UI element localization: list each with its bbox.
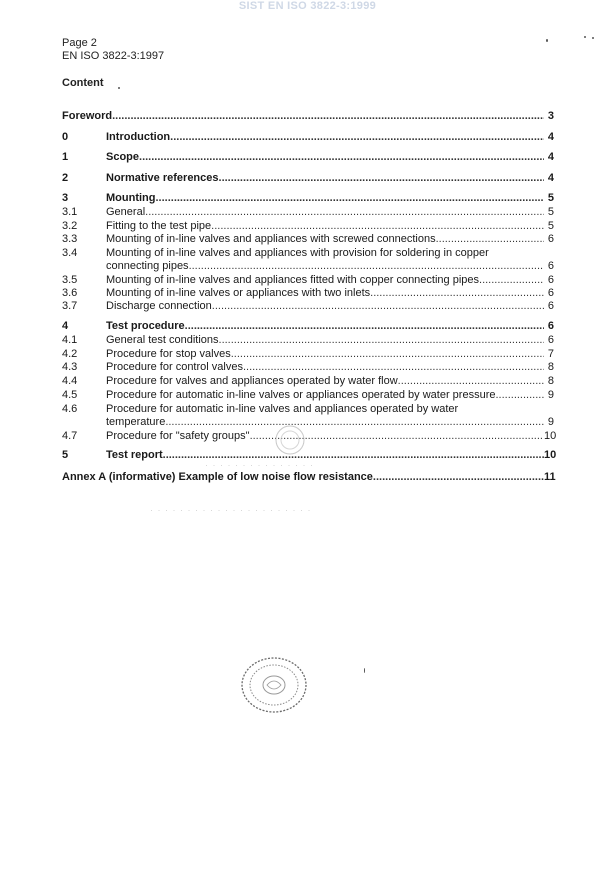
toc-dot-leader <box>112 110 544 123</box>
toc-entry-title: Introduction <box>106 131 171 143</box>
toc-entry-number: 3.6 <box>62 287 78 299</box>
toc-page-number: 9 <box>547 389 554 401</box>
toc-dot-leader <box>212 300 544 313</box>
toc-entry-number: 3.3 <box>62 233 78 245</box>
toc-entry-title: Procedure for stop valves <box>106 348 231 360</box>
scan-speck <box>592 37 594 39</box>
toc-entry-title: Discharge connection <box>106 300 212 312</box>
toc-page-number: 10 <box>544 430 557 442</box>
toc-dot-leader <box>170 131 544 144</box>
toc-page-number: 6 <box>547 260 554 272</box>
toc-dot-leader <box>189 260 544 273</box>
toc-page-number: 5 <box>547 206 554 218</box>
toc-entry-number: 3.1 <box>62 206 78 218</box>
standard-reference: EN ISO 3822-3:1997 <box>62 50 165 62</box>
toc-dot-leader <box>398 375 544 388</box>
scan-speck <box>118 87 120 89</box>
faint-stamp-text: · · · · · · · · · · · · · · · · · · · · · · <box>150 505 312 515</box>
toc-page-number: 5 <box>547 192 554 204</box>
toc-dot-leader <box>479 274 544 287</box>
toc-entry-number: 5 <box>62 449 69 461</box>
toc-entry-title: Foreword <box>62 110 113 122</box>
toc-entry-number: 4.7 <box>62 430 78 442</box>
toc-entry-title: General <box>106 206 146 218</box>
toc-entry-title: Scope <box>106 151 140 163</box>
toc-entry-title: Mounting of in-line valves and appliances with provision for soldering in copper <box>106 247 489 259</box>
toc-entry-number: 1 <box>62 151 69 163</box>
toc-entry-number: 3.5 <box>62 274 78 286</box>
toc-entry-title: Annex A (informative) Example of low noise flow resistance <box>62 471 373 483</box>
toc-entry-number: 3.7 <box>62 300 78 312</box>
official-seal-icon <box>239 655 309 715</box>
toc-page-number: 8 <box>547 375 554 387</box>
toc-page-number: 3 <box>547 110 554 122</box>
toc-page-number: 5 <box>547 220 554 232</box>
toc-entry-number: 3 <box>62 192 69 204</box>
toc-page-number: 4 <box>547 151 554 163</box>
toc-entry-number: 2 <box>62 172 69 184</box>
faint-seal-icon <box>274 424 306 456</box>
toc-entry-title: Procedure for automatic in-line valves or appliances operated by water pressure <box>106 389 496 401</box>
toc-dot-leader <box>165 416 544 429</box>
toc-entry-number: 4.1 <box>62 334 78 346</box>
toc-page-number: 6 <box>547 334 554 346</box>
toc-entry-number: 4 <box>62 320 69 332</box>
toc-entry-title: Normative references <box>106 172 219 184</box>
toc-dot-leader <box>436 233 544 246</box>
toc-entry-number: 4.4 <box>62 375 78 387</box>
toc-entry-number: 0 <box>62 131 69 143</box>
toc-entry-title-continued: temperature <box>106 416 166 428</box>
toc-dot-leader <box>219 334 544 347</box>
toc-dot-leader <box>155 192 544 205</box>
content-heading: Content <box>62 77 104 89</box>
toc-page-number: 6 <box>547 320 554 332</box>
toc-page-number: 11 <box>544 471 556 483</box>
toc-entry-number: 4.2 <box>62 348 78 360</box>
toc-dot-leader <box>145 206 544 219</box>
scan-speck <box>584 36 586 38</box>
toc-dot-leader <box>243 361 544 374</box>
faint-stamp-text: · · · · · · · · · · · · · · · <box>205 460 314 470</box>
watermark: SIST EN ISO 3822-3:1999 <box>238 0 377 12</box>
toc-dot-leader <box>185 320 544 333</box>
toc-dot-leader <box>495 389 544 402</box>
toc-dot-leader <box>231 348 544 361</box>
toc-dot-leader <box>139 151 544 164</box>
toc-dot-leader <box>219 172 544 185</box>
toc-entry-title: Fitting to the test pipe <box>106 220 212 232</box>
toc-entry-title: Mounting of in-line valves and appliances fitted with copper connecting pipes <box>106 274 480 286</box>
scan-speck <box>546 39 548 42</box>
page-number: Page 2 <box>62 37 97 49</box>
toc-page-number: 4 <box>547 172 554 184</box>
toc-entry-title: Procedure for control valves <box>106 361 243 373</box>
toc-dot-leader <box>370 287 544 300</box>
toc-entry-title: Test procedure <box>106 320 185 332</box>
toc-entry-title: Procedure for valves and appliances operated by water flow <box>106 375 398 387</box>
toc-page-number: 8 <box>547 361 554 373</box>
toc-page-number: 6 <box>547 233 554 245</box>
toc-entry-title: General test conditions <box>106 334 219 346</box>
scan-speck <box>364 668 365 673</box>
toc-entry-title: Mounting <box>106 192 156 204</box>
toc-page-number: 10 <box>544 449 557 461</box>
toc-entry-number: 4.3 <box>62 361 78 373</box>
toc-entry-title-continued: connecting pipes <box>106 260 189 272</box>
toc-page-number: 4 <box>547 131 554 143</box>
toc-entry-number: 4.5 <box>62 389 78 401</box>
toc-entry-title: Procedure for "safety groups" <box>106 430 250 442</box>
toc-dot-leader <box>211 220 544 233</box>
toc-entry-number: 3.4 <box>62 247 78 259</box>
toc-page-number: 6 <box>547 287 554 299</box>
toc-entry-number: 4.6 <box>62 403 78 415</box>
toc-page-number: 7 <box>547 348 554 360</box>
toc-entry-title: Procedure for automatic in-line valves and appliances operated by water <box>106 403 459 415</box>
toc-page-number: 9 <box>547 416 554 428</box>
toc-page-number: 6 <box>547 300 554 312</box>
toc-dot-leader <box>373 471 544 484</box>
toc-entry-number: 3.2 <box>62 220 78 232</box>
toc-entry-title: Mounting of in-line valves and appliances with screwed connections <box>106 233 436 245</box>
toc-entry-title: Test report <box>106 449 163 461</box>
toc-page-number: 6 <box>547 274 554 286</box>
toc-entry-title: Mounting of in-line valves or appliances with two inlets <box>106 287 371 299</box>
